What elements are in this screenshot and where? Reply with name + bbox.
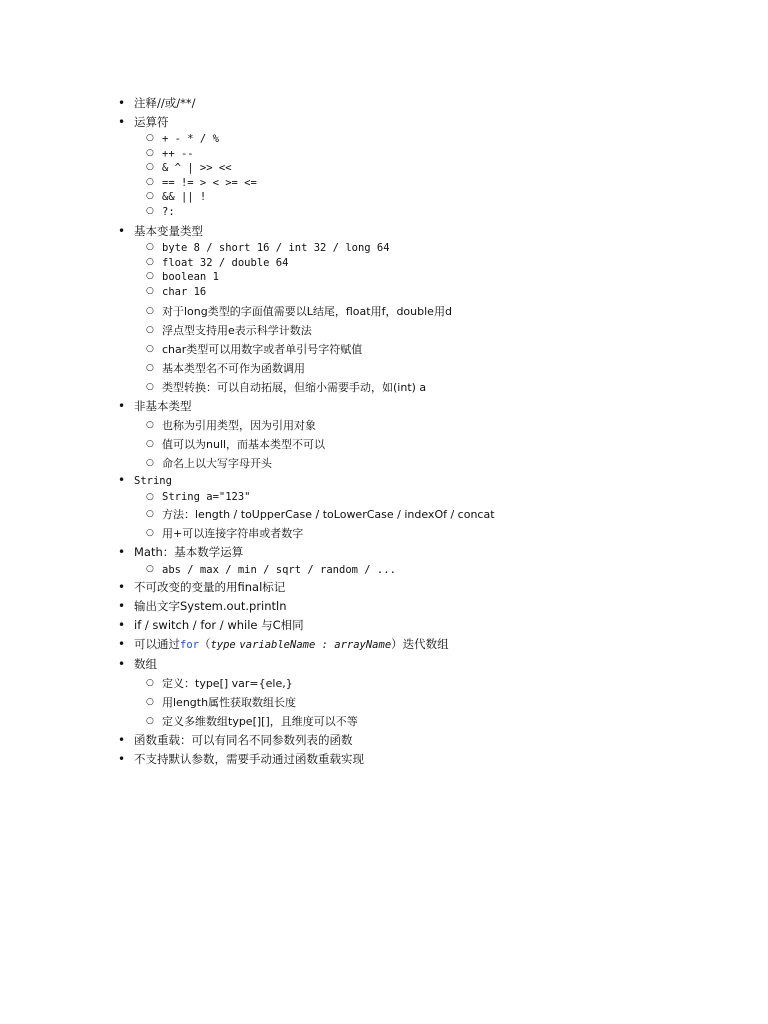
sub-item-text: & ^ | >> << [162,162,232,174]
sub-item-text: 命名上以大写字母开头 [162,457,272,470]
sub-item [118,176,648,191]
list-item-arrays [118,655,648,674]
sub-item [118,270,648,285]
list-item-text: 函数重载：可以有同名不同参数列表的函数 [134,733,353,747]
sub-item [118,205,648,220]
hollow-bullet-icon: ○ [146,716,154,726]
hollow-bullet-icon: ○ [146,256,154,267]
sub-item-text: 定义：type[] var={ele,} [162,677,293,690]
sub-item-text: 类型转换：可以自动拓展，但缩小需要手动，如(int) a [162,381,427,394]
hollow-bullet-icon: ○ [146,382,154,392]
sub-item [118,147,648,162]
sub-item-text: 对于long类型的字面值需要以L结尾，float用f，double用d [162,305,452,318]
sub-item [118,256,648,271]
list-item-overloading [118,731,648,750]
list-item-math [118,543,648,562]
variable-placeholder: variableName [239,639,316,651]
list-item-text: String [134,475,172,487]
paren-open: （ [198,637,211,651]
bullet-icon: • [118,657,126,671]
hollow-bullet-icon: ○ [146,509,154,519]
bullet-icon: • [118,473,126,487]
sub-item-text: == != > < >= <= [162,176,257,189]
sub-item [118,435,648,454]
list-item-text: 数组 [134,657,157,671]
hollow-bullet-icon: ○ [146,528,154,538]
list-item-text: if / switch / for / while 与C相同 [134,618,304,632]
hollow-bullet-icon: ○ [146,205,154,216]
sub-item-text: boolean 1 [162,271,219,283]
sub-item [118,378,648,397]
list-item-text: 注释//或/**/ [134,96,196,110]
hollow-bullet-icon: ○ [146,363,154,373]
sub-item [118,489,648,505]
sub-item [118,505,648,524]
list-item-comments [118,94,648,113]
bullet-icon: • [118,599,126,613]
list-item-default-params [118,750,648,769]
bullet-icon: • [118,637,126,651]
hollow-bullet-icon: ○ [146,242,154,252]
hollow-bullet-icon: ○ [146,678,154,688]
sub-item-text: 浮点型支持用e表示科学计数法 [162,324,312,337]
bullet-icon: • [118,618,126,632]
bullet-icon: • [118,399,126,413]
list-item-final [118,578,648,597]
colon: : [315,639,335,651]
sub-item [118,454,648,473]
hollow-bullet-icon: ○ [146,344,154,354]
bullet-icon: • [118,545,126,559]
hollow-bullet-icon: ○ [146,564,154,574]
hollow-bullet-icon: ○ [146,420,154,430]
sub-item [118,712,648,731]
list-item-text: 基本变量类型 [134,224,203,238]
list-item-operators [118,113,648,132]
bullet-icon: • [118,752,126,766]
hollow-bullet-icon: ○ [146,285,154,296]
hollow-bullet-icon: ○ [146,147,154,158]
bullet-icon: • [118,580,126,594]
sub-item-text: 值可以为null，而基本类型不可以 [162,438,326,451]
sub-item [118,302,648,321]
sub-item [118,416,648,435]
bullet-icon: • [118,115,126,129]
list-item-println [118,597,648,616]
list-item-reference-types [118,397,648,416]
list-item-text: 非基本类型 [134,399,192,413]
notes-document [118,94,648,769]
sub-item-text: 基本类型名不可作为函数调用 [162,362,305,375]
sub-item [118,562,648,578]
list-item-text: 输出文字System.out.println [134,599,287,613]
bullet-icon: • [118,96,126,110]
sub-item-text: abs / max / min / sqrt / random / ... [162,564,396,576]
sub-item [118,693,648,712]
list-item-text: Math：基本数学运算 [134,545,244,559]
hollow-bullet-icon: ○ [146,325,154,335]
hollow-bullet-icon: ○ [146,191,154,201]
list-item-text-prefix: 可以通过 [134,637,180,651]
list-item-text: 运算符 [134,115,169,129]
sub-item [118,359,648,378]
sub-item-text: char类型可以用数字或者单引号字符赋值 [162,343,363,356]
sub-item-text: 用length属性获取数组长度 [162,696,297,709]
sub-item-text: ?: [162,205,175,218]
sub-item [118,161,648,176]
bullet-icon: • [118,733,126,747]
hollow-bullet-icon: ○ [146,697,154,707]
sub-item-text: 定义多维数组type[][]，且维度可以不等 [162,715,358,728]
hollow-bullet-icon: ○ [146,271,154,281]
sub-item [118,524,648,543]
list-item-primitive-types [118,222,648,241]
sub-item [118,674,648,693]
sub-item-text: char 16 [162,285,207,298]
list-item-text-suffix: 迭代数组 [402,637,449,651]
sub-item [118,190,648,205]
sub-item-text: float 32 / double 64 [162,256,289,269]
sub-item [118,132,648,147]
hollow-bullet-icon: ○ [146,458,154,468]
list-item-text: 不可改变的变量的用final标记 [134,580,286,594]
sub-item-text: ++ -- [162,147,194,160]
sub-item-text: 用+可以连接字符串或者数字 [162,527,304,540]
list-item-text: 不支持默认参数，需要手动通过函数重载实现 [134,752,364,766]
sub-item [118,241,648,256]
hollow-bullet-icon: ○ [146,439,154,449]
hollow-bullet-icon: ○ [146,133,154,143]
sub-item-text: + - * / % [162,133,219,145]
sub-item-text: && || ! [162,191,207,203]
sub-item [118,321,648,340]
sub-item [118,285,648,300]
keyword-for: for [180,639,199,651]
sub-item-text: byte 8 / short 16 / int 32 / long 64 [162,242,390,254]
sub-item-text: 方法：length / toUpperCase / toLowerCase / indexOf / concat [162,508,495,521]
hollow-bullet-icon: ○ [146,176,154,187]
type-placeholder: type [210,639,236,651]
list-item-for-each [118,635,648,655]
sub-item-text: 也称为引用类型，因为引用对象 [162,419,316,432]
hollow-bullet-icon: ○ [146,492,154,502]
bullet-icon: • [118,224,126,238]
paren-close: ） [391,637,403,651]
array-placeholder: arrayName [334,639,392,651]
list-item-string [118,473,648,489]
hollow-bullet-icon: ○ [146,306,154,316]
list-item-control-flow [118,616,648,635]
sub-item-text: String a="123" [162,491,251,503]
hollow-bullet-icon: ○ [146,162,154,172]
sub-item [118,340,648,359]
